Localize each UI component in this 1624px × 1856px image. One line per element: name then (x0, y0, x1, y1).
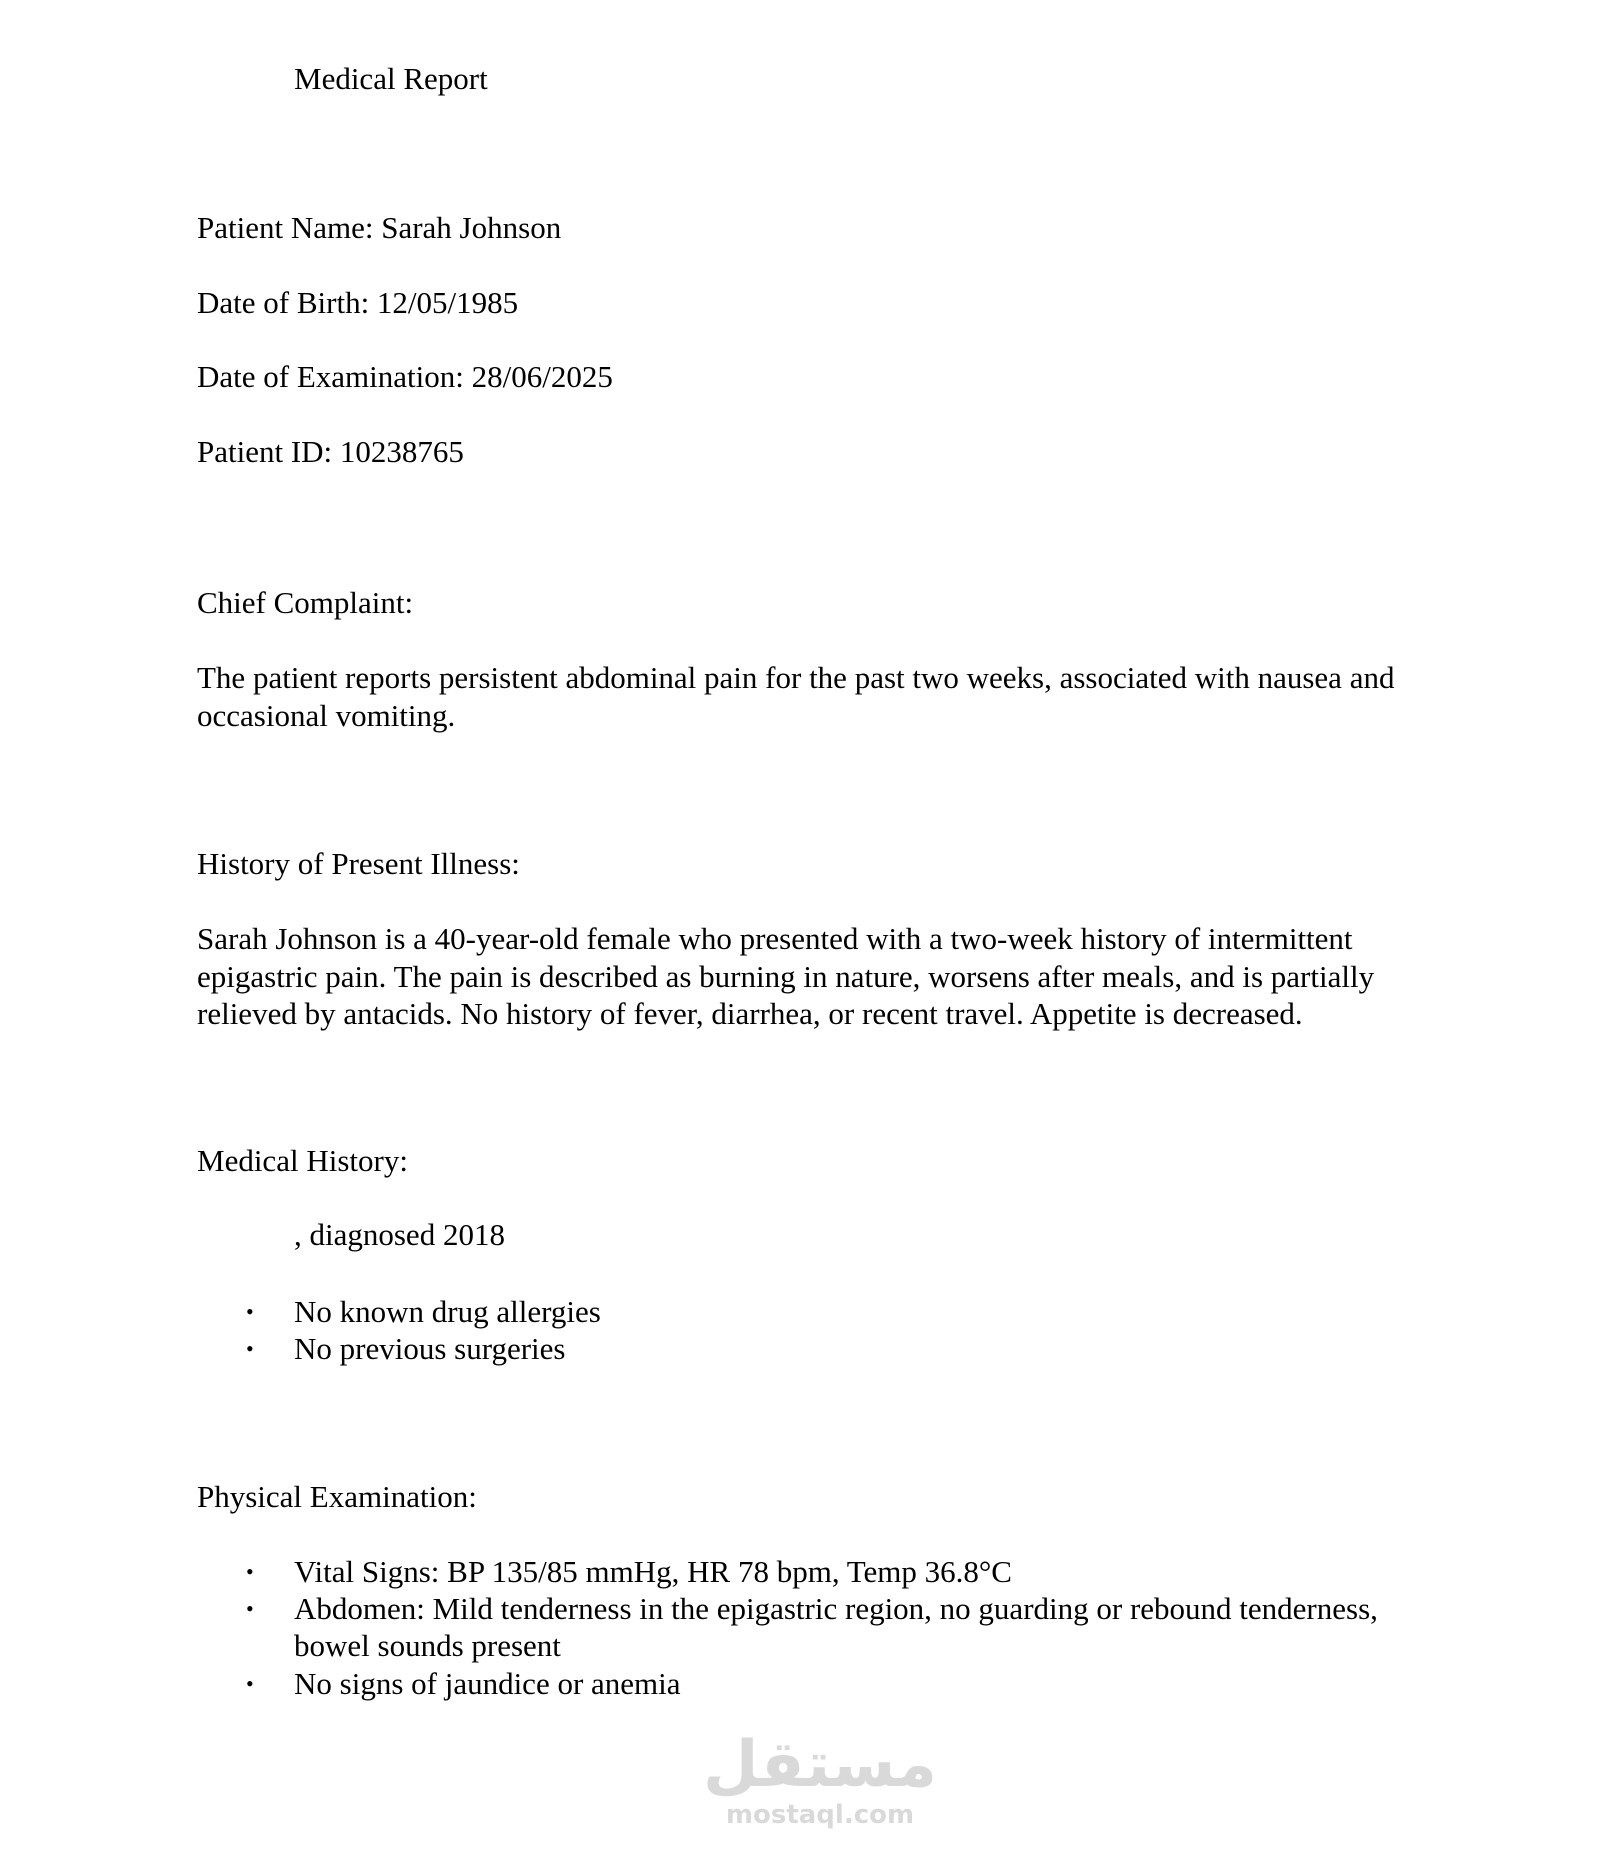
medical-history-heading: Medical History: (197, 1143, 408, 1178)
physical-exam-item: No signs of jaundice or anemia (294, 1666, 681, 1701)
mostaql-watermark (700, 1730, 940, 1840)
physical-exam-heading: Physical Examination: (197, 1479, 477, 1514)
bullet-icon: • (246, 1596, 254, 1621)
physical-exam-item-continuation: bowel sounds present (294, 1628, 561, 1663)
bullet-icon: • (246, 1299, 254, 1324)
hpi-line: Sarah Johnson is a 40-year-old female who presented with a two-week history of intermittent (197, 921, 1353, 956)
date-of-birth: Date of Birth: 12/05/1985 (197, 285, 519, 320)
chief-complaint-text (197, 659, 1497, 734)
chief-complaint-heading: Chief Complaint: (197, 585, 414, 620)
chief-complaint-line: occasional vomiting. (197, 697, 456, 733)
patient-name: Patient Name: Sarah Johnson (197, 210, 562, 245)
bullet-icon: • (246, 1336, 254, 1361)
watermark-logo: مستقل (702, 1728, 938, 1802)
hpi-text (197, 920, 1497, 1033)
hpi-line: relieved by antacids. No history of fever, diarrhea, or recent travel. Appetite is decreased. (197, 996, 1303, 1031)
date-of-examination: Date of Examination: 28/06/2025 (197, 359, 613, 394)
hpi-heading: History of Present Illness: (197, 846, 520, 881)
medical-history-note: , diagnosed 2018 (294, 1217, 505, 1252)
watermark-url: mostaql.com (725, 1800, 915, 1830)
report-title: Medical Report (294, 61, 488, 96)
medical-history-item: No known drug allergies (294, 1294, 601, 1329)
bullet-icon: • (246, 1559, 254, 1584)
medical-history-item: No previous surgeries (294, 1331, 566, 1366)
patient-id: Patient ID: 10238765 (197, 434, 464, 469)
chief-complaint-line: The patient reports persistent abdominal pain for the past two weeks, associated with nausea and (197, 660, 1395, 695)
hpi-line: epigastric pain. The pain is described as burning in nature, worsens after meals, and is partially (197, 958, 1375, 994)
physical-exam-item: Abdomen: Mild tenderness in the epigastric region, no guarding or rebound tenderness, (294, 1591, 1378, 1626)
bullet-icon: • (246, 1671, 254, 1696)
physical-exam-item: Vital Signs: BP 135/85 mmHg, HR 78 bpm, Temp 36.8°C (294, 1554, 1012, 1589)
